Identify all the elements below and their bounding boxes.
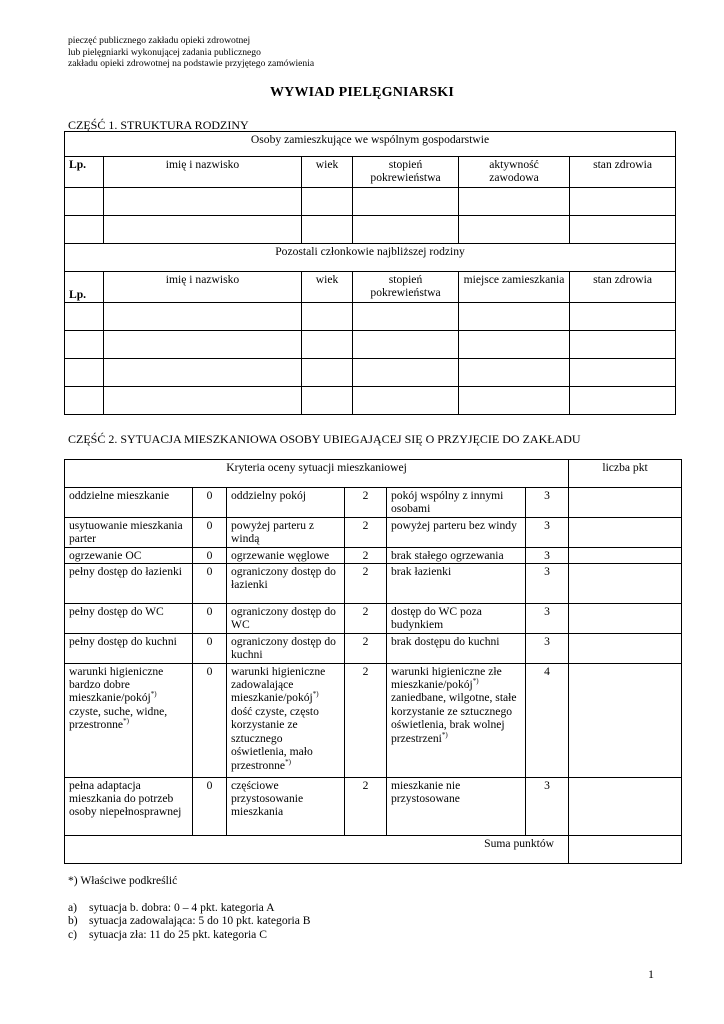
empty-cell[interactable] [570,331,676,359]
empty-cell[interactable] [570,359,676,387]
criterion-good: ogrzewanie OC [65,547,193,563]
list-marker: c) [68,927,78,941]
criterion-fair: częściowe przystosowanie mieszkania [227,777,345,835]
family-structure-table [64,131,676,415]
col-name: imię i nazwisko [104,272,302,303]
housing-criteria-table [64,459,682,864]
score-cell[interactable] [569,488,682,518]
points-bad: 3 [526,488,569,518]
empty-cell[interactable] [570,387,676,415]
points-bad: 3 [526,547,569,563]
empty-cell[interactable] [65,359,104,387]
empty-cell[interactable] [353,216,459,244]
criterion-bad [387,663,526,777]
empty-cell[interactable] [302,216,353,244]
criterion-fair: ograniczony dostęp do łazienki [227,564,345,604]
empty-cell[interactable] [302,331,353,359]
points-good: 0 [193,777,227,835]
score-cell[interactable] [569,517,682,547]
table-row [65,633,682,663]
household-header: Osoby zamieszkujące we wspólnym gospodarstwie [65,132,676,157]
points-bad: 3 [526,564,569,604]
points-fair: 2 [345,604,387,634]
stamp-line-3: zakładu opieki zdrowotnej na podstawie przyjętego zamówienia [68,58,315,69]
list-text: sytuacja zła: 11 do 25 pkt. kategoria C [89,927,267,941]
table-row [65,663,682,777]
empty-cell[interactable] [65,188,104,216]
col-age: wiek [302,272,353,303]
empty-cell[interactable] [302,387,353,415]
empty-cell[interactable] [459,387,570,415]
empty-cell[interactable] [459,303,570,331]
list-marker: a) [68,901,78,914]
col-lp: Lp. [65,157,104,188]
empty-cell[interactable] [353,188,459,216]
score-cell[interactable] [569,547,682,563]
criterion-good: pełny dostęp do kuchni [65,633,193,663]
criterion-fair: ogrzewanie węglowe [227,547,345,563]
list-marker: b) [68,914,78,928]
col-health: stan zdrowia [570,272,676,303]
points-good: 0 [193,488,227,518]
empty-cell[interactable] [459,331,570,359]
table-row [65,564,682,604]
page-number: 1 [648,967,654,981]
criterion-fair: powyżej parteru z windą [227,517,345,547]
list-item [68,928,311,941]
stamp-line-1: pieczęć publicznego zakładu opieki zdrowotnej [68,35,251,46]
points-fair: 2 [345,633,387,663]
criterion-bad: powyżej parteru bez windy [387,517,526,547]
footnote-mark: *) [150,690,157,699]
table-row [65,188,676,216]
points-fair: 2 [345,777,387,835]
col-relation: stopień pokrewieństwa [353,157,459,188]
empty-cell[interactable] [302,303,353,331]
footnote-mark: *) [472,677,479,686]
points-bad: 3 [526,633,569,663]
points-good: 0 [193,564,227,604]
empty-cell[interactable] [302,188,353,216]
empty-cell[interactable] [104,387,302,415]
other-family-header: Pozostali członkowie najbliższej rodziny [65,244,676,272]
points-good: 0 [193,633,227,663]
criterion-fair: ograniczony dostęp do WC [227,604,345,634]
table-row [65,547,682,563]
points-fair: 2 [345,547,387,563]
empty-cell[interactable] [104,359,302,387]
criterion-good [65,663,193,777]
col-age: wiek [302,157,353,188]
col-lp: Lp. [65,272,104,303]
points-good: 0 [193,604,227,634]
table-row [65,359,676,387]
criterion-bad: brak łazienki [387,564,526,604]
table-row [65,303,676,331]
table-row [65,777,682,835]
stamp-caption [68,35,314,70]
criteria-header: Kryteria oceny sytuacji mieszkaniowej [65,460,569,488]
criterion-good: oddzielne mieszkanie [65,488,193,518]
empty-cell[interactable] [570,216,676,244]
empty-cell[interactable] [104,216,302,244]
points-fair: 2 [345,517,387,547]
criterion-bad: brak dostępu do kuchni [387,633,526,663]
table-row [65,604,682,634]
criterion-bad: dostęp do WC poza budynkiem [387,604,526,634]
part1-heading: CZĘŚĆ 1. STRUKTURA RODZINY [68,118,249,132]
empty-cell[interactable] [570,303,676,331]
criterion-good: pełna adaptacja mieszkania do potrzeb osoby niepełnosprawnej [65,777,193,835]
points-good: 0 [193,547,227,563]
col-relation: stopień pokrewieństwa [353,272,459,303]
empty-cell[interactable] [65,331,104,359]
table-row [65,488,682,518]
points-bad: 3 [526,517,569,547]
score-cell[interactable] [569,604,682,634]
points-fair: 2 [345,663,387,777]
points-bad: 4 [526,663,569,777]
empty-cell[interactable] [65,387,104,415]
points-bad: 3 [526,604,569,634]
hygiene-fair-text: warunki higieniczne zadowalające mieszkanie/pokój [231,664,326,705]
footnote-mark: *) [441,730,448,739]
score-cell[interactable] [569,633,682,663]
page-title: WYWIAD PIELĘGNIARSKI [269,85,455,100]
list-text: sytuacja zadowalająca: 5 do 10 pkt. kategoria B [89,914,311,928]
table-row [65,517,682,547]
list-item [68,901,311,914]
criterion-fair [227,663,345,777]
criterion-good: pełny dostęp do WC [65,604,193,634]
footnote-mark: *) [312,690,319,699]
footnote: *) Właściwe podkreślić [68,874,178,887]
col-name: imię i nazwisko [104,157,302,188]
empty-cell[interactable] [104,331,302,359]
points-good: 0 [193,663,227,777]
stamp-line-2: lub pielęgniarki wykonującej zadania publicznego [68,46,261,58]
criterion-good: usytuowanie mieszkania parter [65,517,193,547]
criterion-bad: brak stałego ogrzewania [387,547,526,563]
empty-cell[interactable] [459,188,570,216]
criterion-fair: ograniczony dostęp do kuchni [227,633,345,663]
criterion-fair: oddzielny pokój [227,488,345,518]
empty-cell[interactable] [65,216,104,244]
criterion-good: pełny dostęp do łazienki [65,564,193,604]
sum-label: Suma punktów [65,835,569,863]
criterion-bad: pokój wspólny z innymi osobami [387,488,526,518]
list-text: sytuacja b. dobra: 0 – 4 pkt. kategoria A [89,901,275,914]
points-fair: 2 [345,488,387,518]
footnote-mark: *) [285,757,291,766]
sum-cell[interactable] [569,835,682,863]
empty-cell[interactable] [353,331,459,359]
empty-cell[interactable] [570,188,676,216]
criterion-bad: mieszkanie nie przystosowane [387,777,526,835]
empty-cell[interactable] [302,359,353,387]
hygiene-bad-text: warunki higieniczne złe mieszkanie/pokój [391,664,502,692]
points-fair: 2 [345,564,387,604]
category-list [68,901,311,941]
table-row [65,216,676,244]
score-cell[interactable] [569,663,682,777]
hygiene-bad-detail: zaniedbane, wilgotne, stałe korzystanie ze sztucznego oświetlenia, brak wolnej przestrzeni [391,691,517,745]
empty-cell[interactable] [353,303,459,331]
points-header: liczba pkt [569,460,682,488]
empty-cell[interactable] [459,216,570,244]
empty-cell[interactable] [104,188,302,216]
col-residence: miejsce zamieszkania [459,272,570,303]
hygiene-fair-detail: dość czyste, często korzystanie ze sztucznego oświetlenia, mało przestronne [231,704,319,772]
score-cell[interactable] [569,777,682,835]
table-row [65,331,676,359]
hygiene-good-text: warunki higieniczne bardzo dobre mieszkanie/pokój [69,664,164,705]
empty-cell[interactable] [65,303,104,331]
col-activity: aktywność zawodowa [459,157,570,188]
table-row [65,387,676,415]
empty-cell[interactable] [353,387,459,415]
footnote-mark: *) [123,717,129,726]
part2-heading: CZĘŚĆ 2. SYTUACJA MIESZKANIOWA OSOBY UBIEGAJĄCEJ SIĘ O PRZYJĘCIE DO ZAKŁADU [68,432,581,446]
empty-cell[interactable] [104,303,302,331]
points-bad: 3 [526,777,569,835]
col-health: stan zdrowia [570,157,676,188]
empty-cell[interactable] [353,359,459,387]
points-good: 0 [193,517,227,547]
list-item [68,914,311,927]
hygiene-good-detail: czyste, suche, widne, przestronne [69,704,168,732]
empty-cell[interactable] [459,359,570,387]
score-cell[interactable] [569,564,682,604]
